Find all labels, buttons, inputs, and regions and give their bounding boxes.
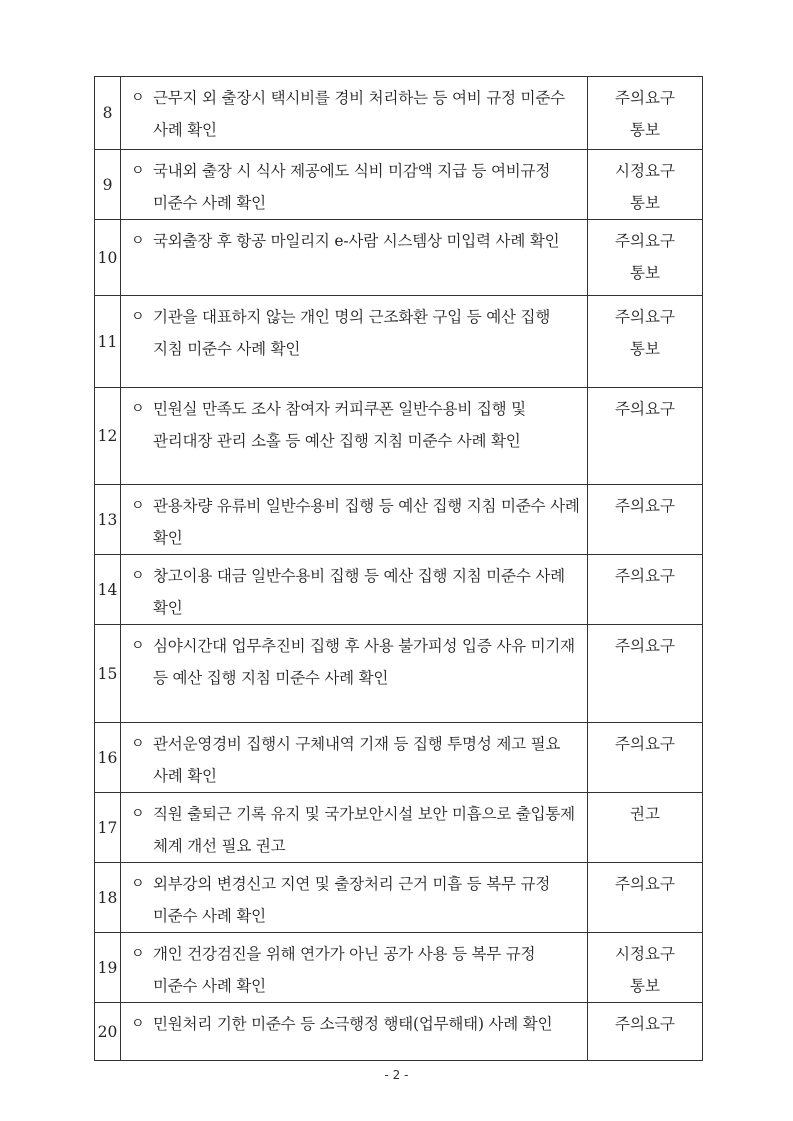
action-label: [588, 301, 702, 365]
action-label: [588, 938, 702, 1002]
row-number: 13: [95, 485, 121, 555]
finding-text: 심야시간대 업무추진비 집행 후 사용 불가피성 입증 사유 미기재 등 예산 집행 지침 미준수 사례 확인: [153, 637, 575, 687]
table-row: [95, 485, 703, 555]
action-cell: [588, 77, 703, 150]
circle-bullet-icon: ㅇ: [131, 806, 145, 822]
finding-text: 직원 출퇴근 기록 유지 및 국가보안시설 보안 미흡으로 출입통제 체계 개선 필요 권고: [153, 805, 575, 855]
circle-bullet-icon: ㅇ: [131, 638, 145, 654]
finding-content-cell: [121, 485, 588, 555]
page-number: - 2 -: [384, 1068, 409, 1082]
action-text: 주의요구: [615, 637, 675, 655]
action-text: 통보: [630, 977, 660, 995]
action-label: [588, 82, 702, 146]
action-text: 통보: [630, 264, 660, 282]
finding-text: 관용차량 유류비 일반수용비 집행 등 예산 집행 지침 미준수 사례 확인: [153, 497, 580, 547]
action-text: 주의요구: [615, 89, 675, 107]
circle-bullet-icon: ㅇ: [131, 90, 145, 106]
circle-bullet-icon: ㅇ: [131, 568, 145, 584]
finding-text: 창고이용 대금 일반수용비 집행 등 예산 집행 지침 미준수 사례 확인: [153, 567, 565, 617]
action-cell: [588, 388, 703, 485]
finding-content-cell: [121, 77, 588, 150]
action-label: [588, 868, 702, 900]
table-row: [95, 625, 703, 723]
finding-content: [131, 490, 581, 554]
action-text: 주의요구: [615, 1015, 675, 1033]
action-label: [588, 630, 702, 662]
finding-content-cell: [121, 555, 588, 625]
finding-text: 민원실 만족도 조사 참여자 커피쿠폰 일반수용비 집행 및 관리대장 관리 소홀 등 예산 집행 지침 미준수 사례 확인: [153, 400, 526, 450]
action-cell: [588, 723, 703, 793]
action-text: 주의요구: [615, 308, 675, 326]
action-cell: [588, 863, 703, 933]
finding-text: 관서운영경비 집행시 구체내역 기재 등 집행 투명성 제고 필요 사례 확인: [153, 735, 561, 785]
row-number: 9: [95, 150, 121, 220]
action-cell: [588, 793, 703, 863]
table-row: [95, 388, 703, 485]
circle-bullet-icon: ㅇ: [131, 401, 145, 417]
action-text: 주의요구: [615, 875, 675, 893]
action-cell: [588, 555, 703, 625]
finding-text: 근무지 외 출장시 택시비를 경비 처리하는 등 여비 규정 미준수 사례 확인: [153, 89, 565, 139]
action-text: 주의요구: [615, 497, 675, 515]
table-row: [95, 220, 703, 296]
row-number: 20: [95, 1003, 121, 1061]
audit-findings-table: [94, 76, 703, 1061]
finding-content-cell: [121, 793, 588, 863]
finding-content-cell: [121, 388, 588, 485]
finding-content-cell: [121, 1003, 588, 1061]
action-cell: [588, 150, 703, 220]
table-row: [95, 793, 703, 863]
finding-content-cell: [121, 863, 588, 933]
action-label: [588, 728, 702, 760]
action-text: 주의요구: [615, 400, 675, 418]
circle-bullet-icon: ㅇ: [131, 163, 145, 179]
finding-text: 기관을 대표하지 않는 개인 명의 근조화환 구입 등 예산 집행 지침 미준수 사례 확인: [153, 308, 551, 358]
circle-bullet-icon: ㅇ: [131, 233, 145, 249]
finding-content-cell: [121, 933, 588, 1003]
table-row: [95, 933, 703, 1003]
row-number: 18: [95, 863, 121, 933]
finding-text: 민원처리 기한 미준수 등 소극행정 행태(업무해태) 사례 확인: [153, 1015, 553, 1033]
finding-content: [131, 155, 581, 219]
table-body: [95, 77, 703, 1061]
action-text: 주의요구: [615, 735, 675, 753]
action-text: 통보: [630, 340, 660, 358]
action-cell: [588, 625, 703, 723]
table-row: [95, 723, 703, 793]
circle-bullet-icon: ㅇ: [131, 876, 145, 892]
action-label: [588, 155, 702, 219]
action-label: [588, 225, 702, 289]
action-cell: [588, 485, 703, 555]
finding-content-cell: [121, 723, 588, 793]
finding-content-cell: [121, 220, 588, 296]
action-text: 통보: [630, 121, 660, 139]
action-text: 권고: [630, 805, 660, 823]
table-row: [95, 150, 703, 220]
finding-text: 국내외 출장 시 식사 제공에도 식비 미감액 지급 등 여비규정 미준수 사례 확인: [153, 162, 551, 212]
circle-bullet-icon: ㅇ: [131, 498, 145, 514]
finding-content: [131, 1008, 581, 1040]
row-number: 17: [95, 793, 121, 863]
finding-content: [131, 301, 581, 365]
finding-text: 국외출장 후 항공 마일리지 e-사람 시스템상 미입력 사례 확인: [153, 232, 560, 250]
finding-text: 외부강의 변경신고 지연 및 출장처리 근거 미흡 등 복무 규정 미준수 사례 확인: [153, 875, 551, 925]
finding-content: [131, 393, 581, 457]
finding-text: 개인 건강검진을 위해 연가가 아닌 공가 사용 등 복무 규정 미준수 사례 확인: [153, 945, 536, 995]
action-label: [588, 1008, 702, 1040]
action-text: 주의요구: [615, 567, 675, 585]
finding-content-cell: [121, 150, 588, 220]
action-cell: [588, 220, 703, 296]
action-label: [588, 560, 702, 592]
finding-content: [131, 630, 581, 694]
row-number: 14: [95, 555, 121, 625]
row-number: 12: [95, 388, 121, 485]
finding-content-cell: [121, 625, 588, 723]
action-label: [588, 798, 702, 830]
row-number: 10: [95, 220, 121, 296]
finding-content: [131, 225, 581, 257]
circle-bullet-icon: ㅇ: [131, 736, 145, 752]
action-label: [588, 393, 702, 425]
finding-content: [131, 868, 581, 932]
finding-content-cell: [121, 296, 588, 388]
finding-content: [131, 798, 581, 862]
finding-content: [131, 82, 581, 146]
action-cell: [588, 296, 703, 388]
finding-content: [131, 560, 581, 624]
row-number: 15: [95, 625, 121, 723]
action-text: 시정요구: [615, 162, 675, 180]
table-row: [95, 296, 703, 388]
action-text: 주의요구: [615, 232, 675, 250]
table-row: [95, 1003, 703, 1061]
finding-content: [131, 728, 581, 792]
circle-bullet-icon: ㅇ: [131, 309, 145, 325]
action-text: 통보: [630, 194, 660, 212]
action-text: 시정요구: [615, 945, 675, 963]
action-label: [588, 490, 702, 522]
table-row: [95, 555, 703, 625]
row-number: 11: [95, 296, 121, 388]
table-row: [95, 863, 703, 933]
action-cell: [588, 933, 703, 1003]
finding-content: [131, 938, 581, 1002]
circle-bullet-icon: ㅇ: [131, 946, 145, 962]
row-number: 19: [95, 933, 121, 1003]
circle-bullet-icon: ㅇ: [131, 1016, 145, 1032]
table-row: [95, 77, 703, 150]
action-cell: [588, 1003, 703, 1061]
row-number: 16: [95, 723, 121, 793]
row-number: 8: [95, 77, 121, 150]
